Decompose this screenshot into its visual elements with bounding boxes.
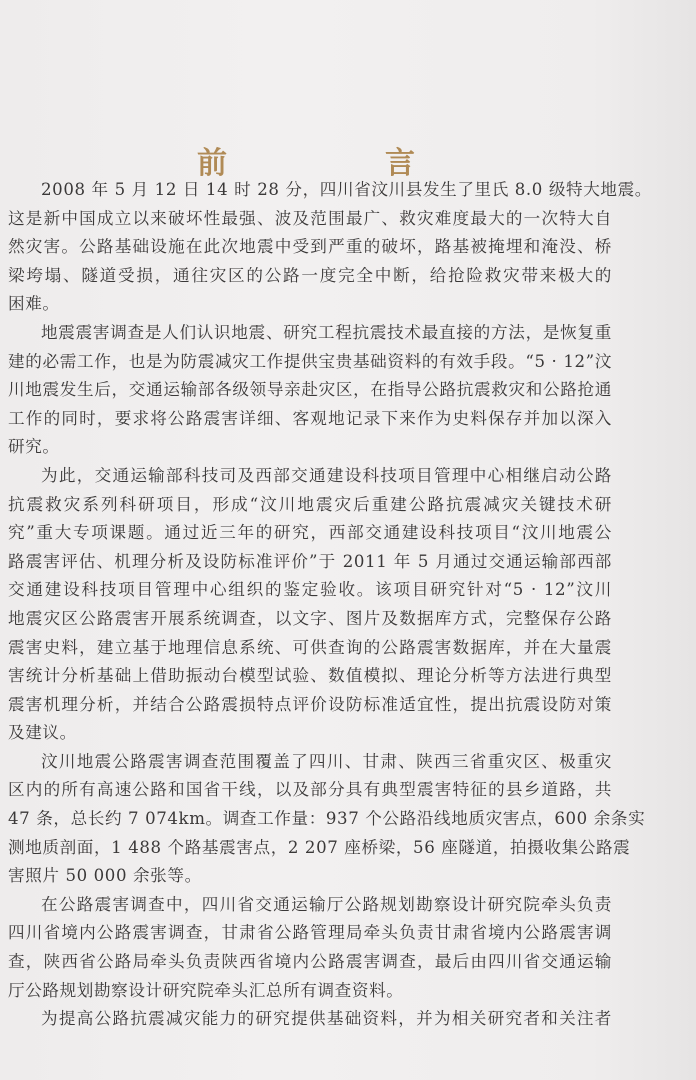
text-line: 困难。 xyxy=(8,294,60,314)
text-line: 2008 年 5 月 12 日 14 时 28 分，四川省汶川县发生了里氏 8.0 级特大地震。 xyxy=(41,180,652,199)
text-line: 梁垮塌、隧道受损，通往灾区的公路一度完全中断，给抢险救灾带来极大的 xyxy=(8,265,612,285)
paragraph-1 xyxy=(8,176,652,319)
text-line: 区内的所有高速公路和国省干线，以及部分具有典型震害特征的县乡道路，共 xyxy=(8,780,612,800)
text-line: 47 条，总长约 7 074km。调查工作量：937 个公路沿线地质灾害点，600 余条实 xyxy=(8,809,646,829)
page-title: 前 言 xyxy=(197,146,479,181)
text-line: 川地震发生后，交通运输部各级领导亲赴灾区，在指导公路抗震救灾和公路抢通 xyxy=(8,380,612,400)
paragraph-3 xyxy=(8,462,612,748)
text-line: 为提高公路抗震减灾能力的研究提供基础资料，并为相关研究者和关注者 xyxy=(41,1009,612,1029)
text-line: 抗震救灾系列科研项目，形成“汶川地震灾后重建公路抗震减灾关键技术研 xyxy=(8,494,612,514)
paragraph-4 xyxy=(8,748,646,891)
text-line: 地震灾区公路震害开展系统调查，以文字、图片及数据库方式，完整保存公路 xyxy=(8,608,612,628)
text-line: 汶川地震公路震害调查范围覆盖了四川、甘肃、陕西三省重灾区、极重灾 xyxy=(41,751,612,771)
text-line: 测地质剖面，1 488 个路基震害点，2 207 座桥梁，56 座隧道，拍摄收集公路震 xyxy=(8,837,631,857)
text-line: 这是新中国成立以来破坏性最强、波及范围最广、救灾难度最大的一次特大自 xyxy=(8,208,612,228)
text-line: 工作的同时，要求将公路震害详细、客观地记录下来作为史料保存并加以深入 xyxy=(8,408,612,428)
text-line: 交通建设科技项目管理中心组织的鉴定验收。该项目研究针对“5 · 12”汶川 xyxy=(8,580,612,600)
text-line: 震害机理分析，并结合公路震损特点评价设防标准适宜性，提出抗震设防对策 xyxy=(8,694,612,714)
text-line: 四川省境内公路震害调查，甘肃省公路管理局牵头负责甘肃省境内公路震害调 xyxy=(8,923,612,943)
text-line: 究”重大专项课题。通过近三年的研究，西部交通建设科技项目“汶川地震公 xyxy=(8,523,612,543)
text-line: 厅公路规划勘察设计研究院牵头汇总所有调查资料。 xyxy=(8,980,404,1000)
text-line: 及建议。 xyxy=(8,723,77,743)
paragraph-6 xyxy=(8,1005,612,1034)
text-line: 在公路震害调查中，四川省交通运输厅公路规划勘察设计研究院牵头负责 xyxy=(41,894,612,914)
text-line: 地震震害调查是人们认识地震、研究工程抗震技术最直接的方法，是恢复重 xyxy=(41,322,612,342)
text-line: 害照片 50 000 余张等。 xyxy=(8,866,202,886)
paragraph-5 xyxy=(8,891,612,1005)
text-line: 为此，交通运输部科技司及西部交通建设科技项目管理中心相继启动公路 xyxy=(41,465,612,485)
text-line: 查，陕西省公路局牵头负责陕西省境内公路震害调查，最后由四川省交通运输 xyxy=(8,952,612,972)
text-line: 研究。 xyxy=(8,437,60,457)
text-line: 路震害评估、机理分析及设防标准评价”于 2011 年 5 月通过交通运输部西部 xyxy=(8,551,612,571)
text-line: 害统计分析基础上借助振动台模型试验、数值模拟、理论分析等方法进行典型 xyxy=(8,666,612,686)
paragraph-2 xyxy=(8,319,612,462)
preface-body xyxy=(8,176,652,1034)
text-line: 然灾害。公路基础设施在此次地震中受到严重的破坏，路基被掩埋和淹没、桥 xyxy=(8,237,612,257)
text-line: 震害史料，建立基于地理信息系统、可供查询的公路震害数据库，并在大量震 xyxy=(8,637,612,657)
text-line: 建的必需工作，也是为防震减灾工作提供宝贵基础资料的有效手段。“5 · 12”汶 xyxy=(8,351,612,371)
